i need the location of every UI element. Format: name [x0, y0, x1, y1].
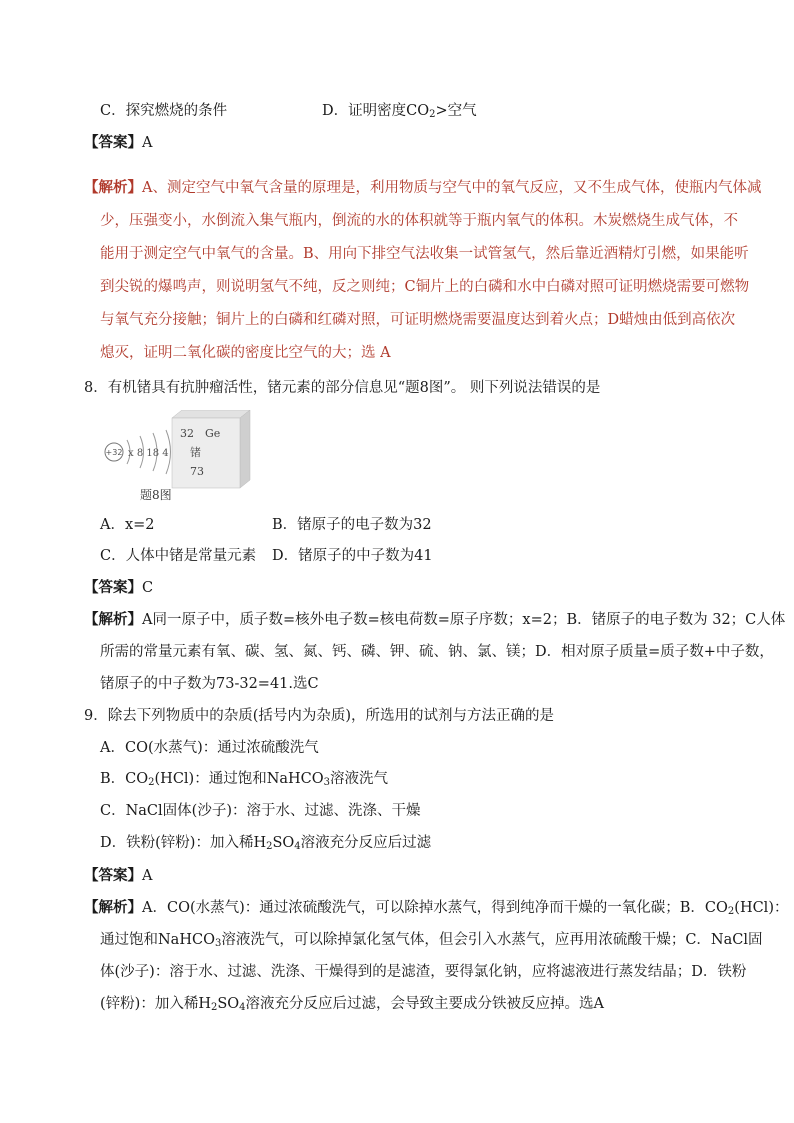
- cube-top: [172, 410, 250, 418]
- analysis-text: 溶液充分反应后过滤，会导致主要成分铁被反应掉。选A: [245, 996, 605, 1012]
- element-atomic-number: 32: [180, 427, 194, 440]
- analysis-text: (HCl)：: [734, 900, 789, 916]
- q8-option-d: D．锗原子的中子数为41: [272, 548, 433, 564]
- q8-stem: 8．有机锗具有抗肿瘤活性，锗元素的部分信息见“题8图”。 则下列说法错误的是: [84, 380, 601, 396]
- q9-answer: [84, 866, 152, 886]
- q7-analysis-line-2: 少，压强变小，水倒流入集气瓶内，倒流的水的体积就等于瓶内氧气的体积。木炭燃烧生成气体，不: [100, 213, 738, 229]
- q8-option-a: A．x=2: [100, 517, 155, 533]
- q9-stem: 9．除去下列物质中的杂质(括号内为杂质)，所选用的试剂与方法正确的是: [84, 708, 555, 724]
- q8-answer: [84, 578, 153, 598]
- q9-option-b-part: B．CO: [100, 771, 149, 787]
- answer-value: A: [142, 868, 153, 884]
- analysis-text: (锌粉)：加入稀H: [100, 996, 211, 1012]
- q9-option-b-sub: 2: [148, 777, 155, 788]
- q9-option-d: [100, 833, 431, 853]
- answer-value: C: [142, 580, 154, 596]
- q8-figure: [100, 410, 260, 505]
- q7-option-c: C．探究燃烧的条件: [100, 103, 228, 119]
- shell-electrons: x 8 18 4: [128, 448, 169, 459]
- q9-option-d-sub: 2: [266, 841, 273, 852]
- analysis-text: A、测定空气中氧气含量的原理是，利用物质与空气中的氧气反应，又不生成气体，使瓶内气体减: [142, 180, 762, 196]
- q8-option-b: B．锗原子的电子数为32: [272, 517, 432, 533]
- q9-analysis-line-1: [84, 898, 788, 918]
- q9-option-d-part: 溶液充分反应后过滤: [300, 835, 432, 851]
- q7-option-d-sub: 2: [429, 109, 436, 120]
- q7-analysis-line-5: 与氧气充分接触；铜片上的白磷和红磷对照，可证明燃烧需要温度达到着火点；D蜡烛由低到高依次: [100, 312, 736, 328]
- q8-option-c: C．人体中锗是常量元素: [100, 548, 257, 564]
- q8-analysis-line-3: 锗原子的中子数为73-32=41.选C: [100, 676, 319, 692]
- analysis-sub: 3: [214, 938, 222, 949]
- analysis-sub: 2: [727, 906, 735, 917]
- q9-option-a: A．CO(水蒸气)：通过浓硫酸洗气: [100, 740, 319, 756]
- analysis-label: 【解析】: [84, 899, 142, 916]
- analysis-text: SO: [217, 996, 240, 1012]
- analysis-sub: 4: [239, 1002, 246, 1013]
- q9-option-d-part: D．铁粉(锌粉)：加入稀H: [100, 835, 267, 851]
- q9-option-d-part: SO: [272, 835, 295, 851]
- q9-option-b: [100, 769, 388, 789]
- q9-analysis-line-2: [100, 930, 763, 950]
- element-name: 锗: [190, 446, 201, 459]
- q7-analysis-line-4: 到尖锐的爆鸣声，则说明氢气不纯，反之则纯；C铜片上的白磷和水中白磷对照可证明燃烧需要可燃物: [100, 279, 750, 295]
- nucleus-label: +32: [105, 448, 123, 457]
- q7-analysis-line-1: [84, 178, 761, 198]
- analysis-text: 通过饱和NaHCO: [100, 932, 215, 948]
- q9-option-d-sub: 4: [294, 841, 301, 852]
- q7-option-d-text: D．证明密度CO: [322, 103, 430, 119]
- q7-analysis-line-3: 能用于测定空气中氧气的含量。B、用向下排空气法收集一试管氢气，然后靠近酒精灯引燃，如果能听: [100, 246, 749, 262]
- answer-label: 【答案】: [84, 579, 142, 596]
- q7-analysis-line-6: 熄灭，证明二氧化碳的密度比空气的大；选 A: [100, 345, 391, 361]
- q9-option-b-part: (HCl)：通过饱和NaHCO: [154, 771, 324, 787]
- q9-option-b-part: 溶液洗气: [330, 771, 389, 787]
- element-symbol: Ge: [205, 427, 221, 440]
- q7-option-d: [322, 101, 477, 121]
- q7-answer: [84, 133, 152, 153]
- q7-option-d-tail: >空气: [435, 103, 477, 119]
- analysis-label: 【解析】: [84, 611, 142, 628]
- q9-option-c: C．NaCl固体(沙子)：溶于水、过滤、洗涤、干燥: [100, 803, 421, 819]
- analysis-text: A同一原子中，质子数=核外电子数=核电荷数=原子序数；x=2；B．锗原子的电子数为 32；C人体: [142, 612, 786, 628]
- answer-label: 【答案】: [84, 134, 142, 151]
- q8-figure-caption: 题8图: [140, 488, 172, 502]
- q9-option-b-sub: 3: [323, 777, 331, 788]
- q8-analysis-line-2: 所需的常量元素有氧、碳、氢、氮、钙、磷、钾、硫、钠、氯、镁；D．相对原子质量=质子数+中子数，: [100, 644, 774, 660]
- answer-value: A: [142, 135, 153, 151]
- q9-analysis-line-4: [100, 994, 604, 1014]
- analysis-text: 溶液洗气，可以除掉氯化氢气体，但会引入水蒸气，应再用浓硫酸干燥；C．NaCl固: [221, 932, 763, 948]
- cube-side: [240, 410, 250, 488]
- q9-analysis-line-3: 体(沙子)：溶于水、过滤、洗涤、干燥得到的是滤渣，要得氯化钠，应将滤液进行蒸发结晶；D．铁粉: [100, 964, 747, 980]
- element-mass: 73: [190, 465, 204, 478]
- analysis-label: 【解析】: [84, 179, 142, 196]
- answer-label: 【答案】: [84, 867, 142, 884]
- q8-analysis-line-1: [84, 610, 785, 630]
- analysis-sub: 2: [210, 1002, 218, 1013]
- analysis-text: A．CO(水蒸气)：通过浓硫酸洗气，可以除掉水蒸气，得到纯净而干燥的一氧化碳；B．CO: [142, 900, 728, 916]
